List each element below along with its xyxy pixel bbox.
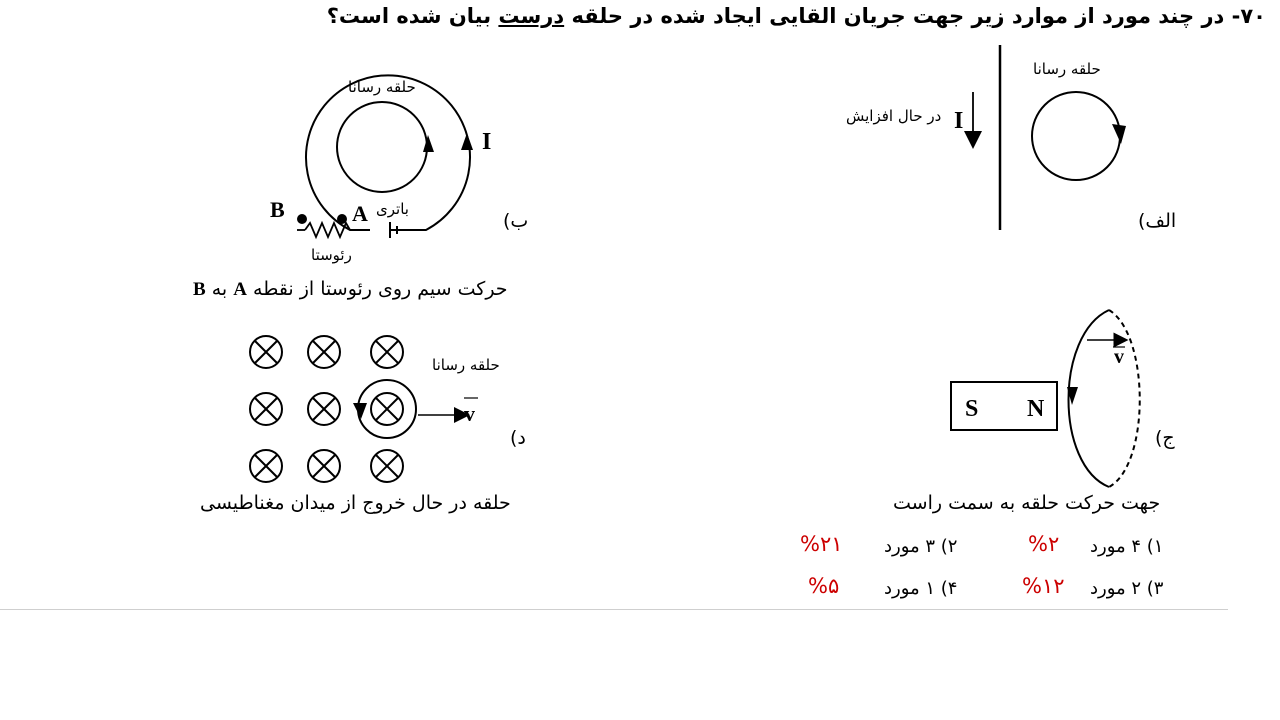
figure-dal-ring-label: حلقه رسانا bbox=[432, 356, 500, 374]
divider-line bbox=[0, 609, 1228, 610]
velocity-symbol: v bbox=[1114, 346, 1124, 368]
field-into-page-icon bbox=[308, 336, 340, 368]
figure-jim-caption: جهت حرکت حلقه به سمت راست bbox=[893, 492, 1161, 514]
figure-dal-diagram bbox=[240, 325, 500, 495]
rheostat-label: رئوستا bbox=[311, 246, 352, 264]
current-symbol: I bbox=[482, 129, 492, 155]
ring-direction-arrow bbox=[353, 403, 367, 419]
figure-be-ring-label: حلقه رسانا bbox=[348, 78, 416, 96]
point-b-label: B bbox=[270, 197, 285, 222]
conducting-ring bbox=[1032, 92, 1120, 180]
field-into-page-icon bbox=[250, 336, 282, 368]
option-3[interactable]: ۳) ۲ مورد bbox=[1090, 578, 1164, 599]
conducting-ring bbox=[337, 102, 427, 192]
current-symbol: I bbox=[954, 108, 964, 134]
option-4[interactable]: ۴) ۱ مورد bbox=[884, 578, 958, 599]
question-underlined-word: درست bbox=[498, 4, 565, 28]
figure-alef-ring-label: حلقه رسانا bbox=[1033, 60, 1101, 78]
velocity-symbol: v bbox=[464, 401, 475, 426]
point-a-label: A bbox=[352, 201, 368, 226]
figure-alef-label: الف) bbox=[1138, 210, 1177, 232]
ring-direction-arrow bbox=[423, 135, 434, 152]
magnet-n-pole: N bbox=[1027, 396, 1045, 422]
magnetic-field-grid bbox=[250, 336, 403, 482]
question-text-before: در چند مورد از موارد زیر جهت جریان القایی ایجاد شده در حلقه bbox=[571, 4, 1225, 28]
field-into-page-icon bbox=[371, 450, 403, 482]
figure-be-caption: حرکت سیم روی رئوستا از نقطه A به B bbox=[193, 278, 508, 300]
figure-alef-current-note: در حال افزایش bbox=[846, 107, 942, 125]
point-b-dot bbox=[297, 214, 307, 224]
option-4-percent: %۵ bbox=[808, 574, 840, 598]
point-a-dot bbox=[337, 214, 347, 224]
field-into-page-icon bbox=[308, 393, 340, 425]
field-into-page-icon bbox=[371, 393, 403, 425]
option-1[interactable]: ۱) ۴ مورد bbox=[1090, 536, 1164, 557]
figure-jim-label: ج) bbox=[1155, 427, 1175, 449]
question-title bbox=[327, 4, 1266, 28]
loop-front bbox=[1069, 310, 1110, 487]
magnet-s-pole: S bbox=[965, 396, 979, 422]
option-1-percent: %۲ bbox=[1028, 532, 1060, 556]
battery-label: باتری bbox=[376, 200, 409, 218]
figure-dal-label: د) bbox=[510, 427, 526, 449]
figure-jim-diagram bbox=[945, 305, 1160, 490]
option-2-percent: %۲۱ bbox=[800, 532, 843, 556]
field-into-page-icon bbox=[250, 393, 282, 425]
field-into-page-icon bbox=[250, 450, 282, 482]
field-into-page-icon bbox=[308, 450, 340, 482]
loop-back bbox=[1109, 310, 1140, 487]
figure-be-label: ب) bbox=[503, 210, 529, 232]
field-into-page-icon bbox=[371, 336, 403, 368]
figure-alef-diagram bbox=[840, 40, 1160, 240]
option-3-percent: %۱۲ bbox=[1022, 574, 1065, 598]
option-2[interactable]: ۲) ۳ مورد bbox=[884, 536, 958, 557]
current-direction-arrow bbox=[461, 133, 473, 150]
question-number: ۷۰- bbox=[1231, 4, 1266, 28]
question-text-after: بیان شده است؟ bbox=[326, 4, 492, 28]
figure-dal-caption: حلقه در حال خروج از میدان مغناطیسی bbox=[200, 492, 511, 514]
